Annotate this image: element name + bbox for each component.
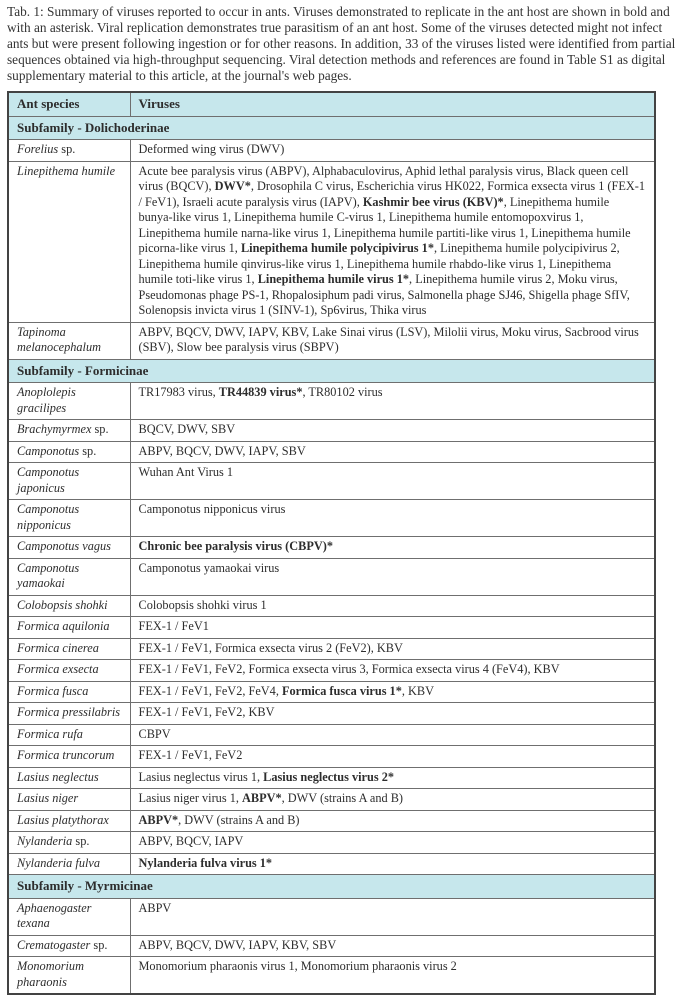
viruses-cell xyxy=(130,383,655,420)
species-name: Formica pressilabris xyxy=(17,705,121,719)
table-row xyxy=(8,703,655,725)
virus-list-text: ABPV, BQCV, DWV, IAPV, SBV xyxy=(138,443,306,458)
species-name: Nylanderia fulva xyxy=(17,855,100,870)
species-name: Linepithema humile xyxy=(17,163,116,178)
virus-list-text: Monomorium pharaonis virus 1, Monomorium pharaonis virus 2 xyxy=(138,959,457,973)
species-cell xyxy=(8,500,130,537)
table-row xyxy=(8,957,655,995)
viruses-cell xyxy=(130,660,655,682)
table-row xyxy=(8,767,655,789)
species-cell xyxy=(8,383,130,420)
table-row xyxy=(8,898,655,935)
table-row xyxy=(8,595,655,617)
viruses-cell xyxy=(130,537,655,559)
species-cell xyxy=(8,420,130,442)
species-cell xyxy=(8,724,130,746)
species-cell xyxy=(8,441,130,463)
viruses-cell xyxy=(130,767,655,789)
virus-table xyxy=(7,91,656,995)
species-cell xyxy=(8,957,130,995)
table-row xyxy=(8,463,655,500)
replicating-virus-name: ABPV* xyxy=(138,812,179,827)
species-name: Formica truncorum xyxy=(17,748,115,762)
species-suffix: sp. xyxy=(91,422,109,436)
species-cell xyxy=(8,537,130,559)
viruses-cell xyxy=(130,832,655,854)
replicating-virus-name: Chronic bee paralysis virus (CBPV)* xyxy=(138,539,333,553)
virus-list-text: ABPV, BQCV, DWV, IAPV, KBV, Lake Sinai virus (LSV), Milolii virus, Moku virus, Sacbrood virus (SBV), Slow bee paralysis virus (SBPV) xyxy=(138,324,639,354)
species-name: Monomorium pharaonis xyxy=(17,959,84,989)
subfamily-title: Subfamily - Myrmicinae xyxy=(8,875,655,899)
species-cell xyxy=(8,558,130,595)
viruses-cell xyxy=(130,441,655,463)
subfamily-row xyxy=(8,359,655,383)
species-name: Camponotus vagus xyxy=(17,539,111,553)
viruses-cell xyxy=(130,322,655,359)
virus-list-text: Colobopsis shohki virus 1 xyxy=(138,597,267,612)
virus-list-text: FEX-1 / FeV1, FeV2, KBV xyxy=(138,705,275,719)
virus-list-text: Wuhan Ant Virus 1 xyxy=(138,465,234,479)
replicating-virus-name: TR44839 virus* xyxy=(218,385,303,399)
replicating-virus-name: Linepithema humile polycipivirus 1* xyxy=(240,241,434,255)
species-name: Formica exsecta xyxy=(17,662,99,676)
species-cell xyxy=(8,703,130,725)
subfamily-title: Subfamily - Dolichoderinae xyxy=(8,116,655,140)
table-row xyxy=(8,638,655,660)
viruses-cell xyxy=(130,957,655,995)
virus-list-text: FEX-1 / FeV1 xyxy=(138,619,209,633)
virus-list-text: FEX-1 / FeV1, FeV2, Formica exsecta virus 3, Formica exsecta virus 4 (FeV4), KBV xyxy=(138,662,560,676)
table-header-row xyxy=(8,92,655,116)
table-row xyxy=(8,383,655,420)
virus-list-text: FEX-1 / FeV1, Formica exsecta virus 2 (FeV2), KBV xyxy=(138,640,403,655)
species-suffix: sp. xyxy=(79,443,97,458)
table-row xyxy=(8,537,655,559)
species-suffix: sp. xyxy=(58,142,76,156)
replicating-virus-name: Formica fusca virus 1* xyxy=(281,683,402,698)
species-cell xyxy=(8,161,130,322)
species-cell xyxy=(8,935,130,957)
virus-list-text: , KBV xyxy=(401,683,434,698)
species-cell xyxy=(8,140,130,162)
replicating-virus-name: Kashmir bee virus (KBV)* xyxy=(362,194,504,209)
species-cell xyxy=(8,810,130,832)
replicating-virus-name: Linepithema humile virus 1* xyxy=(257,272,410,286)
viruses-cell xyxy=(130,420,655,442)
virus-list-text: CBPV xyxy=(138,726,171,741)
species-name: Formica aquilonia xyxy=(17,619,110,633)
replicating-virus-name: Lasius neglectus virus 2* xyxy=(263,769,394,784)
viruses-cell xyxy=(130,789,655,811)
species-cell xyxy=(8,767,130,789)
table-caption: Tab. 1: Summary of viruses reported to occur in ants. Viruses demonstrated to replicate in the ant host are shown in bold and with an asterisk. Viral replication demonstrates true parasitism of an ant host. Some of the viruses detected might not infect ants but were present following ingestion or for other reasons. In addition, 33 of the viruses listed were identified from partial sequences obtained via high-throughput sequencing. Viral detection methods and references are found in Table S1 as digital supplementary material to this article, at the journal's web pages. xyxy=(7,4,676,83)
species-name: Nylanderia xyxy=(17,834,73,848)
species-name: Aphaenogaster texana xyxy=(17,900,92,930)
virus-list-text: ABPV xyxy=(138,900,172,915)
viruses-cell xyxy=(130,898,655,935)
species-name: Forelius xyxy=(17,142,59,156)
virus-list-text: ABPV, BQCV, DWV, IAPV, KBV, SBV xyxy=(138,937,337,952)
virus-list-text: Camponotus nipponicus virus xyxy=(138,502,286,516)
subfamily-row xyxy=(8,875,655,899)
species-name: Camponotus yamaokai xyxy=(17,560,80,590)
table-row xyxy=(8,420,655,442)
viruses-cell xyxy=(130,681,655,703)
virus-list-text: , TR80102 virus xyxy=(302,385,383,399)
virus-list-text: Camponotus yamaokai virus xyxy=(138,560,280,575)
virus-list-text: , Linepithema humile polycipivirus 2, Linepithema humile qinvirus-like virus 1, Linepithema humile rhabdo-like virus 1, Linepithema humile toti-like virus 1, xyxy=(138,241,620,286)
virus-list-text: , Linepithema humile virus 2, Moku virus, Pseudomonas phage PS-1, Rhopalosiphum padi virus, Salmonella phage SJ46, Shigella phage SfIV, Solenopsis invicta virus 1 (SINV-1), Sp6virus, Thika virus xyxy=(138,272,630,317)
subfamily-row xyxy=(8,116,655,140)
table-row xyxy=(8,853,655,875)
viruses-cell xyxy=(130,500,655,537)
species-name: Formica rufa xyxy=(17,726,83,741)
virus-list-text: ABPV, BQCV, IAPV xyxy=(138,834,244,848)
virus-list-text: , DWV (strains A and B) xyxy=(281,791,403,805)
viruses-cell xyxy=(130,595,655,617)
table-row xyxy=(8,681,655,703)
virus-list-text: Lasius niger virus 1, xyxy=(138,791,242,805)
species-cell xyxy=(8,832,130,854)
species-cell xyxy=(8,322,130,359)
viruses-cell xyxy=(130,140,655,162)
table-row xyxy=(8,935,655,957)
species-cell xyxy=(8,463,130,500)
species-name: Formica cinerea xyxy=(17,640,99,655)
virus-list-text: Acute bee paralysis virus (ABPV), Alphabaculovirus, Aphid lethal paralysis virus, Black queen cell virus (BQCV), xyxy=(138,163,629,193)
header-ant-species: Ant species xyxy=(8,92,130,116)
subfamily-title: Subfamily - Formicinae xyxy=(8,359,655,383)
replicating-virus-name: DWV* xyxy=(214,179,251,193)
viruses-cell xyxy=(130,935,655,957)
table-row xyxy=(8,322,655,359)
table-row xyxy=(8,810,655,832)
viruses-cell xyxy=(130,463,655,500)
species-cell xyxy=(8,617,130,639)
virus-list-text: , DWV (strains A and B) xyxy=(178,812,300,827)
table-row xyxy=(8,558,655,595)
table-row xyxy=(8,724,655,746)
species-cell xyxy=(8,660,130,682)
viruses-cell xyxy=(130,724,655,746)
species-cell xyxy=(8,789,130,811)
virus-list-text: Lasius neglectus virus 1, xyxy=(138,769,264,784)
replicating-virus-name: ABPV* xyxy=(242,791,282,805)
species-cell xyxy=(8,853,130,875)
species-name: Tapinoma melanocephalum xyxy=(17,324,102,354)
viruses-cell xyxy=(130,617,655,639)
viruses-cell xyxy=(130,810,655,832)
header-viruses: Viruses xyxy=(130,92,655,116)
virus-list-text: FEX-1 / FeV1, FeV2, FeV4, xyxy=(138,683,282,698)
species-name: Camponotus nipponicus xyxy=(17,502,80,532)
species-suffix: sp. xyxy=(72,834,90,848)
table-row xyxy=(8,789,655,811)
species-name: Lasius neglectus xyxy=(17,769,99,784)
viruses-cell xyxy=(130,161,655,322)
species-name: Anoplolepis gracilipes xyxy=(17,385,76,415)
table-row xyxy=(8,617,655,639)
virus-list-text: BQCV, DWV, SBV xyxy=(138,422,236,436)
virus-list-text: Deformed wing virus (DWV) xyxy=(138,142,285,156)
virus-list-text: FEX-1 / FeV1, FeV2 xyxy=(138,748,243,762)
species-cell xyxy=(8,638,130,660)
viruses-cell xyxy=(130,558,655,595)
viruses-cell xyxy=(130,746,655,768)
species-cell xyxy=(8,898,130,935)
species-name: Colobopsis shohki xyxy=(17,597,108,612)
table-row xyxy=(8,140,655,162)
virus-list-text: , Linepithema humile bunya-like virus 1, Linepithema humile C-virus 1, Linepithema humile entomopoxvirus 1, Linepithema humile narna-like virus 1, Linepithema humile partiti-like virus 1, Linepithema humile picorna-like virus 1, xyxy=(138,194,631,255)
table-body xyxy=(8,116,655,994)
viruses-cell xyxy=(130,853,655,875)
viruses-cell xyxy=(130,638,655,660)
species-name: Lasius platythorax xyxy=(17,812,109,827)
table-row xyxy=(8,660,655,682)
species-cell xyxy=(8,746,130,768)
replicating-virus-name: Nylanderia fulva virus 1* xyxy=(138,855,273,870)
species-suffix: sp. xyxy=(90,937,108,952)
viruses-cell xyxy=(130,703,655,725)
species-name: Camponotus japonicus xyxy=(17,465,80,495)
species-name: Brachymyrmex xyxy=(17,422,92,436)
table-row xyxy=(8,500,655,537)
table-row xyxy=(8,441,655,463)
virus-list-text: TR17983 virus, xyxy=(138,385,219,399)
table-row xyxy=(8,161,655,322)
virus-list-text: , Drosophila C virus, Escherichia virus HK022, Formica exsecta virus 1 (FEX-1 / FeV1), Israeli acute paralysis virus (IAPV), xyxy=(138,179,645,209)
species-cell xyxy=(8,595,130,617)
table-row xyxy=(8,746,655,768)
species-name: Crematogaster xyxy=(17,937,91,952)
species-name: Formica fusca xyxy=(17,683,89,698)
species-name: Camponotus xyxy=(17,443,80,458)
species-name: Lasius niger xyxy=(17,791,79,805)
table-row xyxy=(8,832,655,854)
species-cell xyxy=(8,681,130,703)
